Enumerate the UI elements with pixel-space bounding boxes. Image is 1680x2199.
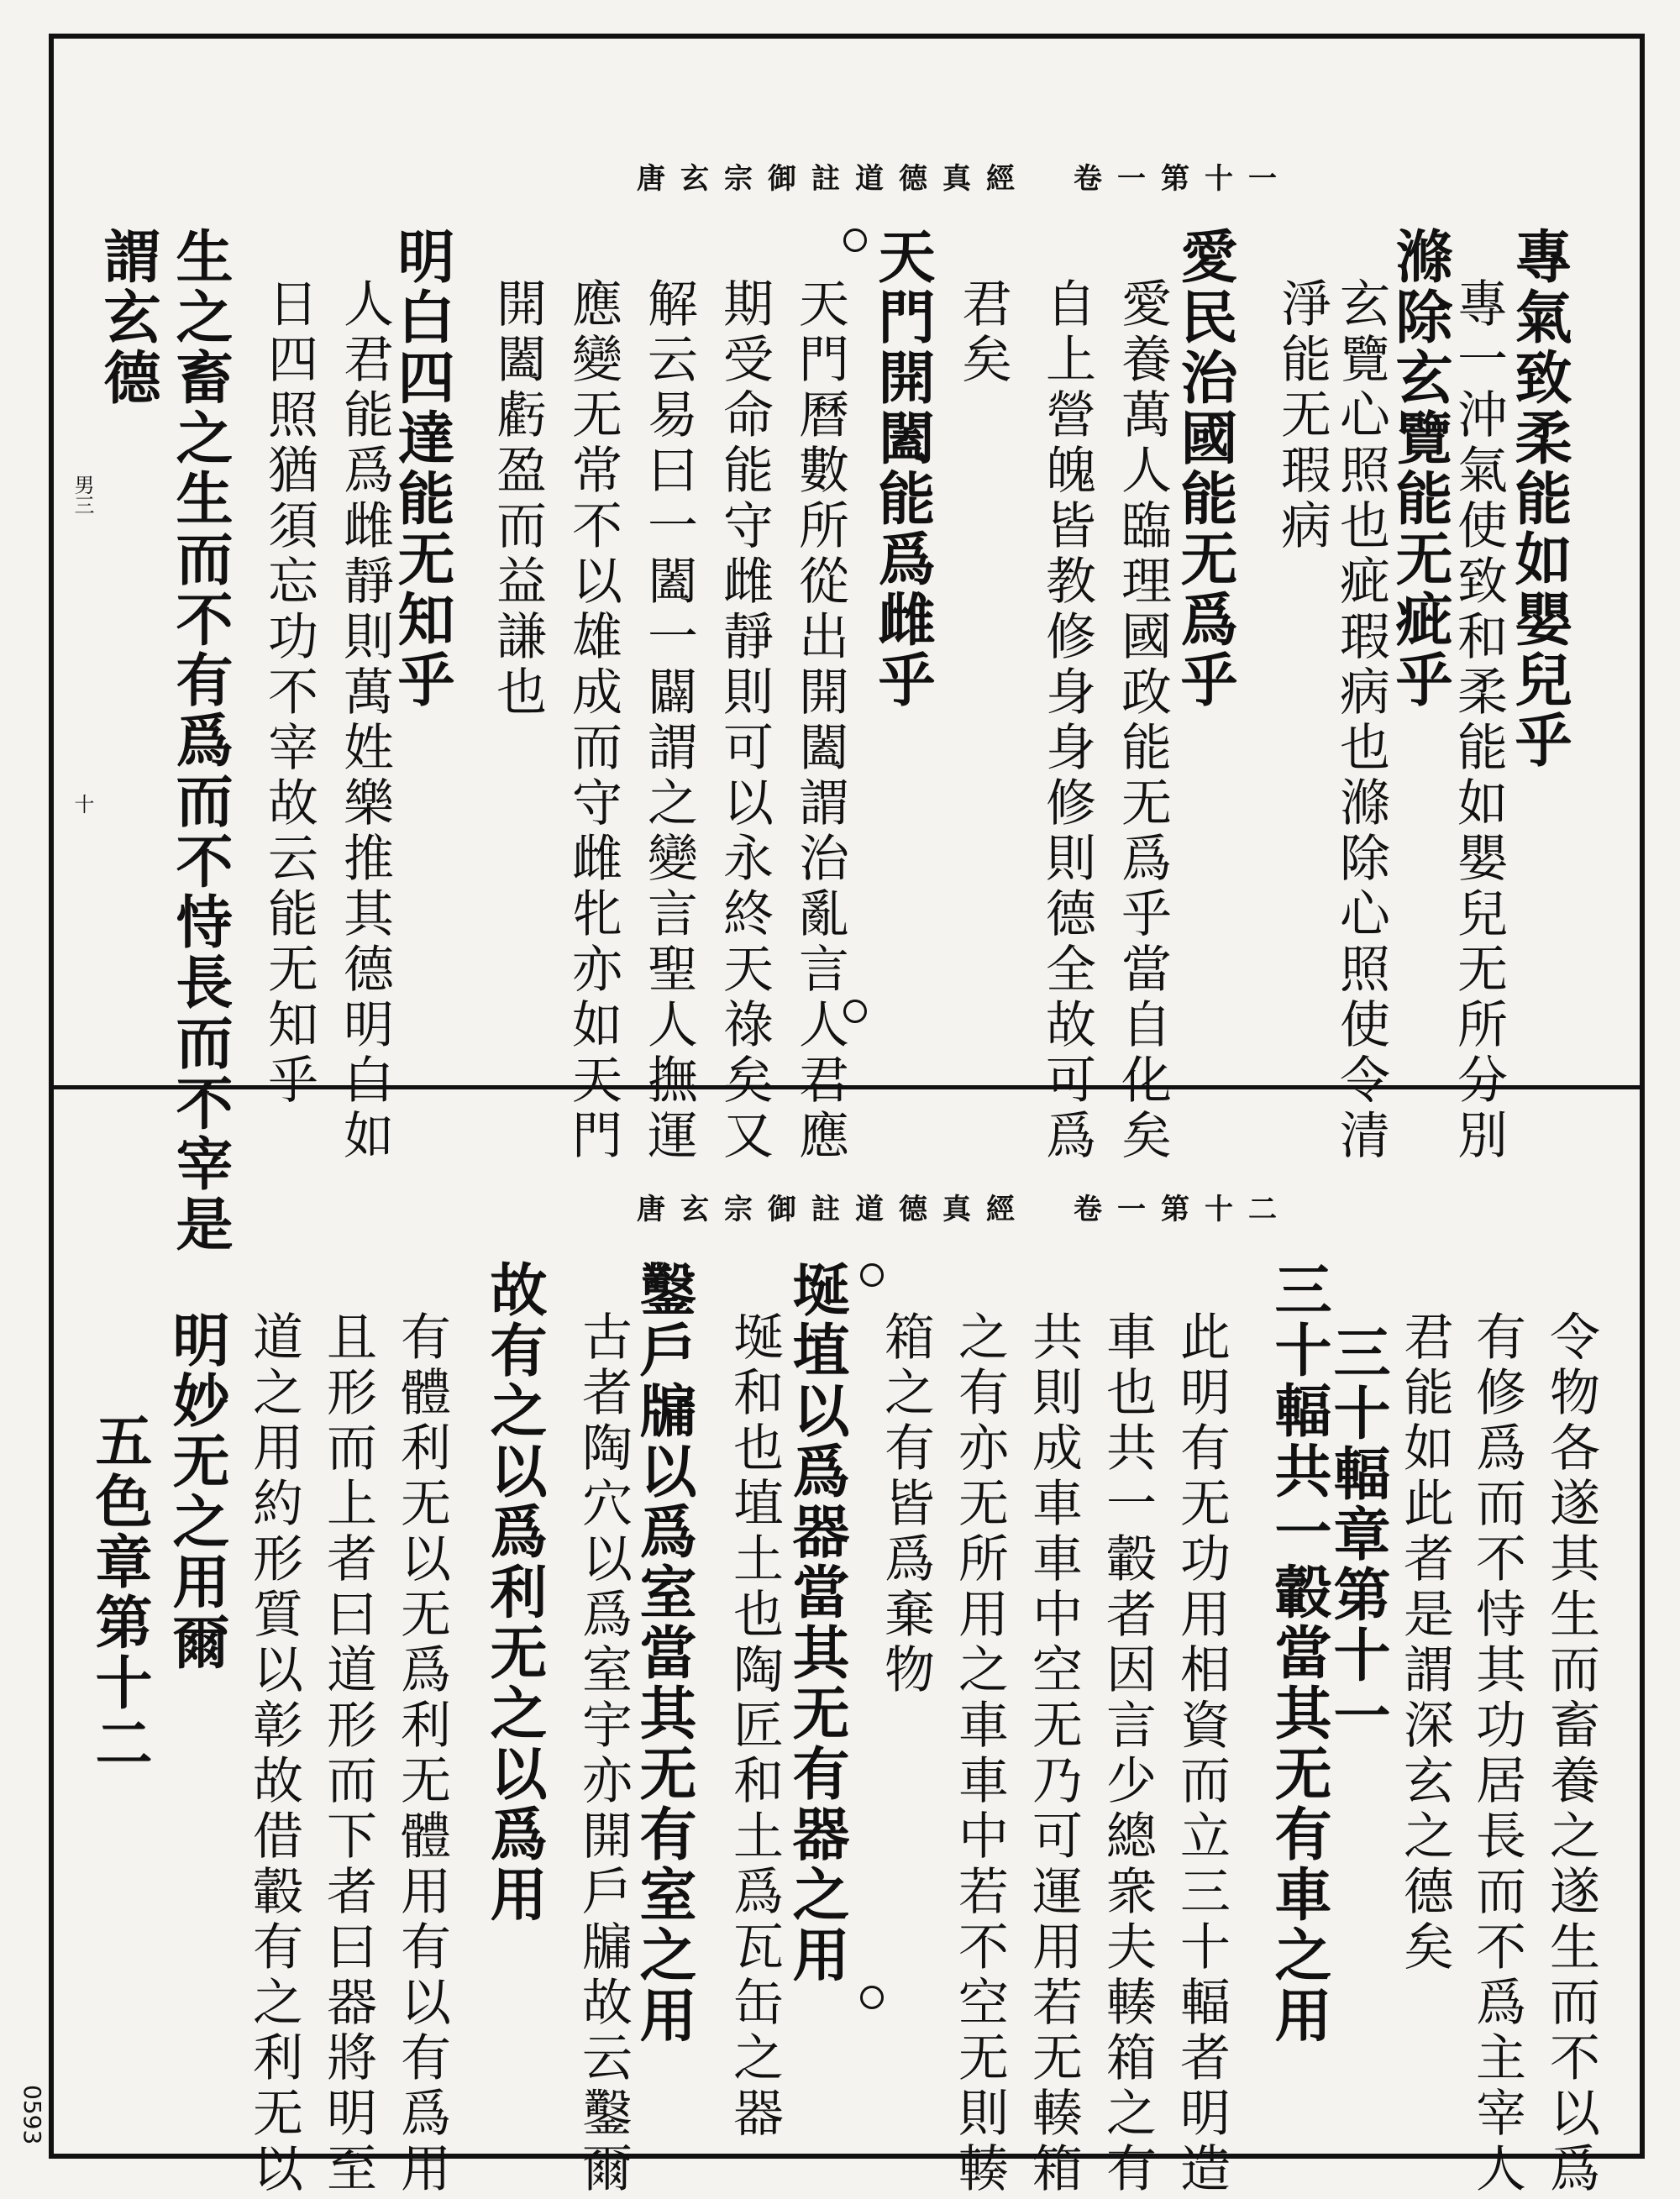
bottom-col-18: 道之用約形質以彰故借轂有之利无以 xyxy=(244,1310,303,2197)
bottom-col-9: 之有亦无所用之車車中若不空无則輳 xyxy=(950,1310,1009,2197)
top-col-3: 滌除玄覽能无疵乎 xyxy=(1386,227,1453,711)
top-col-12: 期受命能守雌靜則可以永終天祿矣又 xyxy=(715,277,774,1164)
top-header: 唐玄宗御註道德真經 卷一第十一 xyxy=(637,162,1292,196)
top-col-15: 開闔虧盈而益謙也 xyxy=(488,277,547,721)
top-col-11: 天門曆數所從出開闔謂治亂言人君應 xyxy=(790,277,849,1164)
top-col-2: 專一沖氣使致和柔能如嬰兒无所分別 xyxy=(1449,277,1508,1164)
plus-mark: 十 xyxy=(71,794,94,814)
circle-marker xyxy=(860,1263,884,1287)
margin-mark: 男三 xyxy=(71,475,94,515)
bottom-col-12: 埏和也埴土也陶匠和土爲瓦缶之器 xyxy=(725,1310,784,2142)
bottom-col-20: 五色章第十二 xyxy=(86,1411,153,1774)
bottom-col-5: 三十輻共一轂當其无有車之用 xyxy=(1265,1260,1332,2046)
top-col-14: 應變无常不以雄成而守雌牝亦如天門 xyxy=(564,277,622,1164)
bottom-col-14: 古者陶穴以爲室宇亦開戶牖故云鑿爾 xyxy=(574,1310,633,2197)
circle-marker xyxy=(843,228,867,252)
top-col-20: 謂玄德 xyxy=(94,227,161,408)
top-col-5: 淨能无瑕病 xyxy=(1273,277,1331,554)
bottom-header: 唐玄宗御註道德真經 卷一第十二 xyxy=(637,1193,1292,1226)
top-col-13: 解云易曰一闔一闢謂之變言聖人撫運 xyxy=(639,277,698,1164)
top-col-6: 愛民治國能无爲乎 xyxy=(1171,227,1238,711)
circle-marker xyxy=(860,1986,884,2009)
bottom-col-15: 故有之以爲利无之以爲用 xyxy=(480,1260,548,1925)
bottom-col-8: 共則成車車中空无乃可運用若无輳箱 xyxy=(1024,1310,1083,2197)
top-col-1: 專氣致柔能如嬰兒乎 xyxy=(1505,227,1572,771)
bottom-col-16: 有體利无以无爲利无體用有以有爲用 xyxy=(392,1310,451,2197)
bottom-col-17: 且形而上者曰道形而下者曰器將明至 xyxy=(318,1310,377,2197)
top-col-18: 日四照猶須忘功不宰故云能无知乎 xyxy=(260,277,318,1109)
bottom-col-2: 有修爲而不恃其功居長而不爲主宰人 xyxy=(1467,1310,1526,2197)
page-number: 0593 xyxy=(18,2085,46,2145)
top-col-17: 人君能爲雌靜則萬姓樂推其德明白如 xyxy=(335,277,394,1164)
bottom-col-1: 令物各遂其生而畜養之遂生而不以爲 xyxy=(1541,1310,1600,2197)
top-col-4: 玄覽心照也疵瑕病也滌除心照使令清 xyxy=(1331,277,1390,1164)
bottom-col-7: 車也共一轂者因言少總衆夫輳箱之有 xyxy=(1098,1310,1157,2197)
top-col-9: 君矣 xyxy=(953,277,1012,388)
top-col-8: 自上營魄皆教修身身修則德全故可爲 xyxy=(1037,277,1096,1164)
top-col-7: 愛養萬人臨理國政能无爲乎當自化矣 xyxy=(1113,277,1172,1164)
bottom-col-11: 埏埴以爲器當其无有器之用 xyxy=(783,1260,850,1986)
top-col-16: 明白四達能无知乎 xyxy=(388,227,455,711)
bottom-col-19: 明妙无之用爾 xyxy=(163,1310,230,1673)
circle-marker xyxy=(843,1000,867,1023)
top-col-10: 天門開闔能爲雌乎 xyxy=(869,227,936,711)
bottom-col-13: 鑿戶牖以爲室當其无有室之用 xyxy=(630,1260,697,2046)
top-col-19: 生之畜之生而不有爲而不恃長而不宰是 xyxy=(166,227,234,1255)
bottom-col-10: 箱之有皆爲棄物 xyxy=(876,1310,935,1698)
bottom-col-4: 三十輻章第十一 xyxy=(1324,1323,1391,1746)
bottom-col-6: 此明有无功用相資而立三十輻者明造 xyxy=(1172,1310,1231,2197)
bottom-col-3: 君能如此者是謂深玄之德矣 xyxy=(1395,1310,1454,1976)
